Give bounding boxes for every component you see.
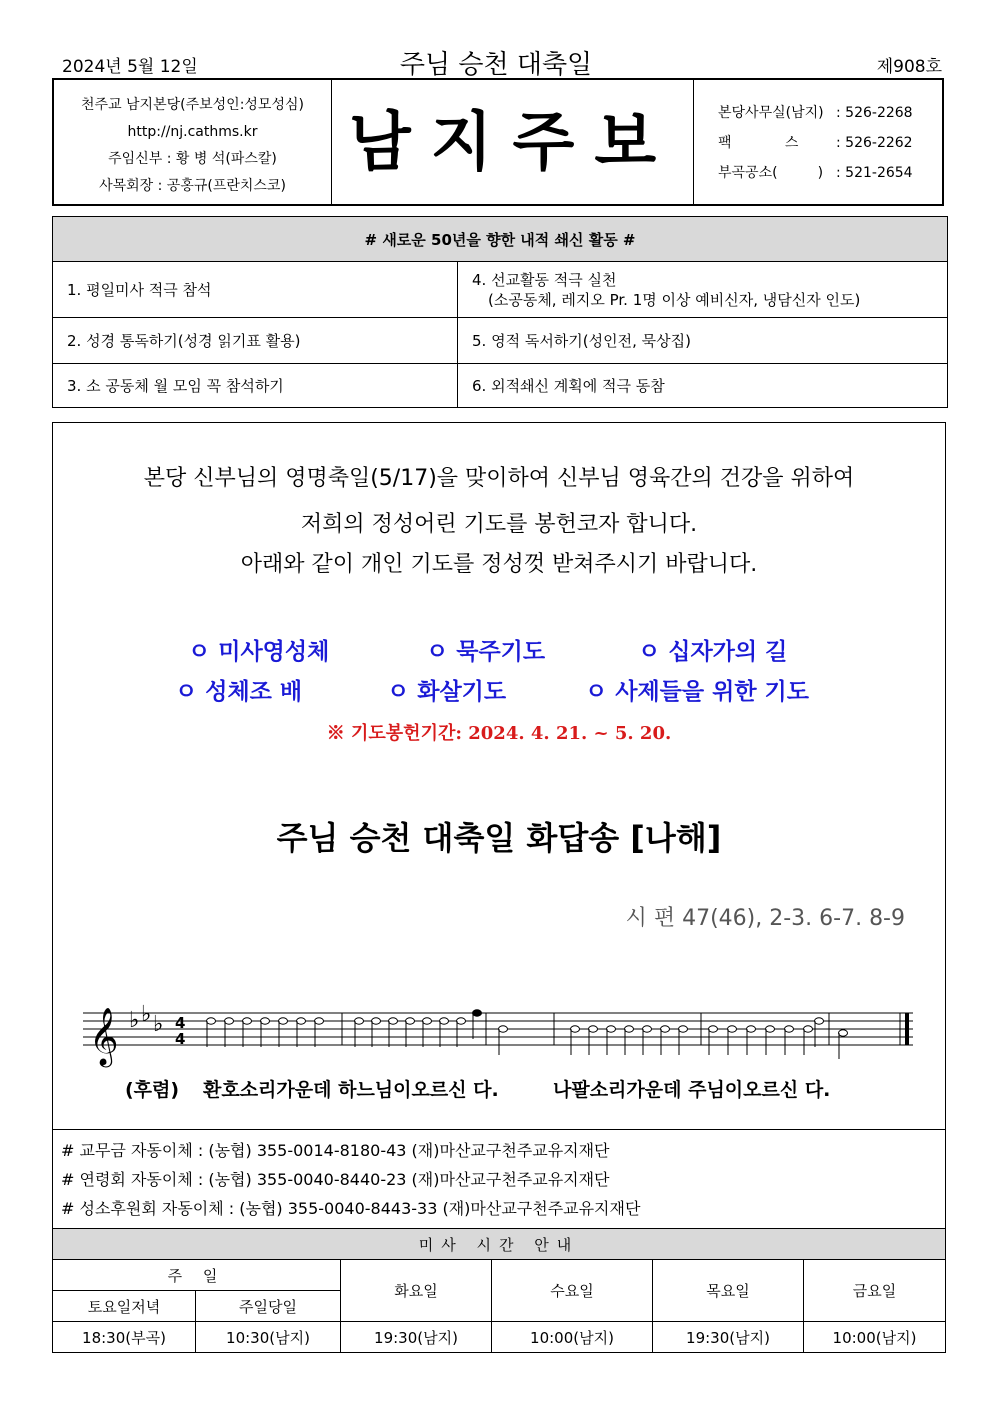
note-head — [261, 1018, 270, 1024]
bank-line: # 연령회 자동이체 : (농협) 355-0040-8440-23 (재)마산교구천주교유지재단 — [61, 1170, 610, 1189]
note-head — [440, 1018, 449, 1024]
goal-item: 3. 소 공동체 월 모임 꼭 참석하기 — [53, 364, 458, 408]
note-head — [679, 1026, 688, 1032]
schedule-saturday-eve: 토요일저녁 — [53, 1291, 196, 1322]
masthead-box — [52, 78, 944, 206]
time-signature-bottom: 4 — [175, 1030, 186, 1048]
contact-info — [694, 80, 942, 204]
note-head — [643, 1026, 652, 1032]
bank-line: # 교무금 자동이체 : (농협) 355-0014-8180-43 (재)마산교구천주교유지재단 — [61, 1141, 610, 1160]
bank-line: # 성소후원회 자동이체 : (농협) 355-0040-8443-33 (재)마산교구천주교유지재단 — [61, 1199, 641, 1218]
note-head — [473, 1010, 482, 1016]
bank-transfer-info — [52, 1130, 946, 1228]
note-head — [728, 1026, 737, 1032]
goal-item: 2. 성경 통독하기(성경 읽기표 활용) — [53, 318, 458, 364]
refrain-lyric: 나팔소리가운데 주님이오르신 다. — [553, 1079, 831, 1101]
notice-line: 저희의 정성어린 기도를 봉헌코자 합니다. — [300, 512, 698, 537]
goal-item: 5. 영적 독서하기(성인전, 묵상집) — [458, 318, 948, 364]
schedule-heading: 미사 시간 안내 — [53, 1229, 946, 1260]
note-head — [225, 1018, 234, 1024]
note-head — [457, 1018, 466, 1024]
masthead-title: 남지주보 — [332, 80, 694, 204]
schedule-time: 19:30(남지) — [341, 1322, 492, 1353]
schedule-time: 19:30(남지) — [653, 1322, 804, 1353]
note-head — [279, 1018, 288, 1024]
flat-icon: ♭ — [153, 1012, 164, 1037]
goal-item: 4. 선교활동 적극 실천 (소공동체, 레지오 Pr. 1명 이상 예비신자, 냉담신자 인도) — [458, 262, 948, 318]
note-head — [661, 1026, 670, 1032]
note-head — [839, 1030, 848, 1036]
note-head — [372, 1018, 381, 1024]
note-head — [243, 1018, 252, 1024]
prayer-item: ㅇ 미사영성체 — [188, 639, 330, 665]
note-head — [747, 1026, 756, 1032]
note-head — [389, 1018, 398, 1024]
prayer-period: ※ 기도봉헌기간: 2024. 4. 21. ~ 5. 20. — [326, 723, 672, 744]
note-head — [625, 1026, 634, 1032]
feast-title: 주님 승천 대축일 — [399, 50, 593, 80]
contact-fax: 팩 스 : 526-2262 — [718, 135, 913, 151]
note-head — [423, 1018, 432, 1024]
goals-heading: # 새로운 50년을 향한 내적 쇄신 활동 # — [53, 217, 948, 262]
prayer-item: ㅇ 화살기도 — [387, 679, 507, 705]
schedule-time: 10:30(남지) — [196, 1322, 341, 1353]
time-signature-top: 4 — [175, 1014, 186, 1032]
prayer-item: ㅇ 사제들을 위한 기도 — [585, 679, 809, 705]
note-head — [571, 1026, 580, 1032]
note-head — [709, 1026, 718, 1032]
notice-line: 아래와 같이 개인 기도를 정성껏 받쳐주시기 바랍니다. — [240, 552, 758, 577]
mass-schedule-table — [52, 1228, 946, 1353]
note-head — [207, 1018, 216, 1024]
flat-icon: ♭ — [129, 1008, 140, 1033]
note-head — [406, 1018, 415, 1024]
refrain-label: (후렴) — [125, 1079, 180, 1101]
note-head — [804, 1026, 813, 1032]
note-head — [589, 1026, 598, 1032]
council-head: 사목회장 : 공홍규(프란치스코) — [99, 178, 286, 194]
prayer-item: ㅇ 성체조 배 — [175, 679, 303, 705]
prayer-item: ㅇ 십자가의 길 — [638, 639, 788, 665]
schedule-day: 목요일 — [653, 1260, 804, 1322]
schedule-sunday-day: 주일당일 — [196, 1291, 341, 1322]
bulletin-date: 2024년 5월 12일 — [62, 57, 198, 77]
parish-url[interactable]: http://nj.cathms.kr — [127, 124, 258, 140]
prayer-item: ㅇ 묵주기도 — [426, 639, 546, 665]
note-head — [499, 1026, 508, 1032]
parish-name: 천주교 남지본당(주보성인:성모성심) — [81, 97, 304, 113]
note-group — [207, 1010, 848, 1059]
note-head — [785, 1026, 794, 1032]
goal-item: 1. 평일미사 적극 참석 — [53, 262, 458, 318]
issue-number: 제908호 — [876, 57, 942, 77]
schedule-day: 수요일 — [492, 1260, 653, 1322]
note-head — [766, 1026, 775, 1032]
note-head — [355, 1018, 364, 1024]
schedule-time: 10:00(남지) — [492, 1322, 653, 1353]
schedule-time: 10:00(남지) — [804, 1322, 946, 1353]
flat-icon: ♭ — [141, 1002, 152, 1027]
parish-info — [54, 80, 332, 204]
schedule-time: 18:30(부곡) — [53, 1322, 196, 1353]
contact-office: 본당사무실(남지) : 526-2268 — [718, 105, 913, 121]
schedule-sunday: 주 일 — [53, 1260, 341, 1291]
prayer-notice-box — [52, 422, 946, 1130]
contact-mission: 부곡공소( ) : 521-2654 — [718, 165, 913, 181]
note-head — [315, 1018, 324, 1024]
note-head — [607, 1026, 616, 1032]
note-head — [815, 1018, 824, 1024]
treble-clef-icon: 𝄞 — [89, 1007, 119, 1065]
schedule-day: 금요일 — [804, 1260, 946, 1322]
schedule-day: 화요일 — [341, 1260, 492, 1322]
psalm-reference: 시 편 47(46), 2-3. 6-7. 8-9 — [625, 906, 905, 931]
psalm-title: 주님 승천 대축일 화답송 [나해] — [276, 819, 722, 857]
refrain-lyric: 환호소리가운데 하느님이오르신 다. — [203, 1079, 499, 1101]
note-head — [297, 1018, 306, 1024]
goal-item: 6. 외적쇄신 계획에 적극 동참 — [458, 364, 948, 408]
renewal-goals-table — [52, 216, 948, 408]
notice-line: 본당 신부님의 영명축일(5/17)을 맞이하여 신부님 영육간의 건강을 위하여 — [143, 466, 855, 491]
pastor-name: 주임신부 : 황 병 석(파스칼) — [108, 151, 277, 167]
